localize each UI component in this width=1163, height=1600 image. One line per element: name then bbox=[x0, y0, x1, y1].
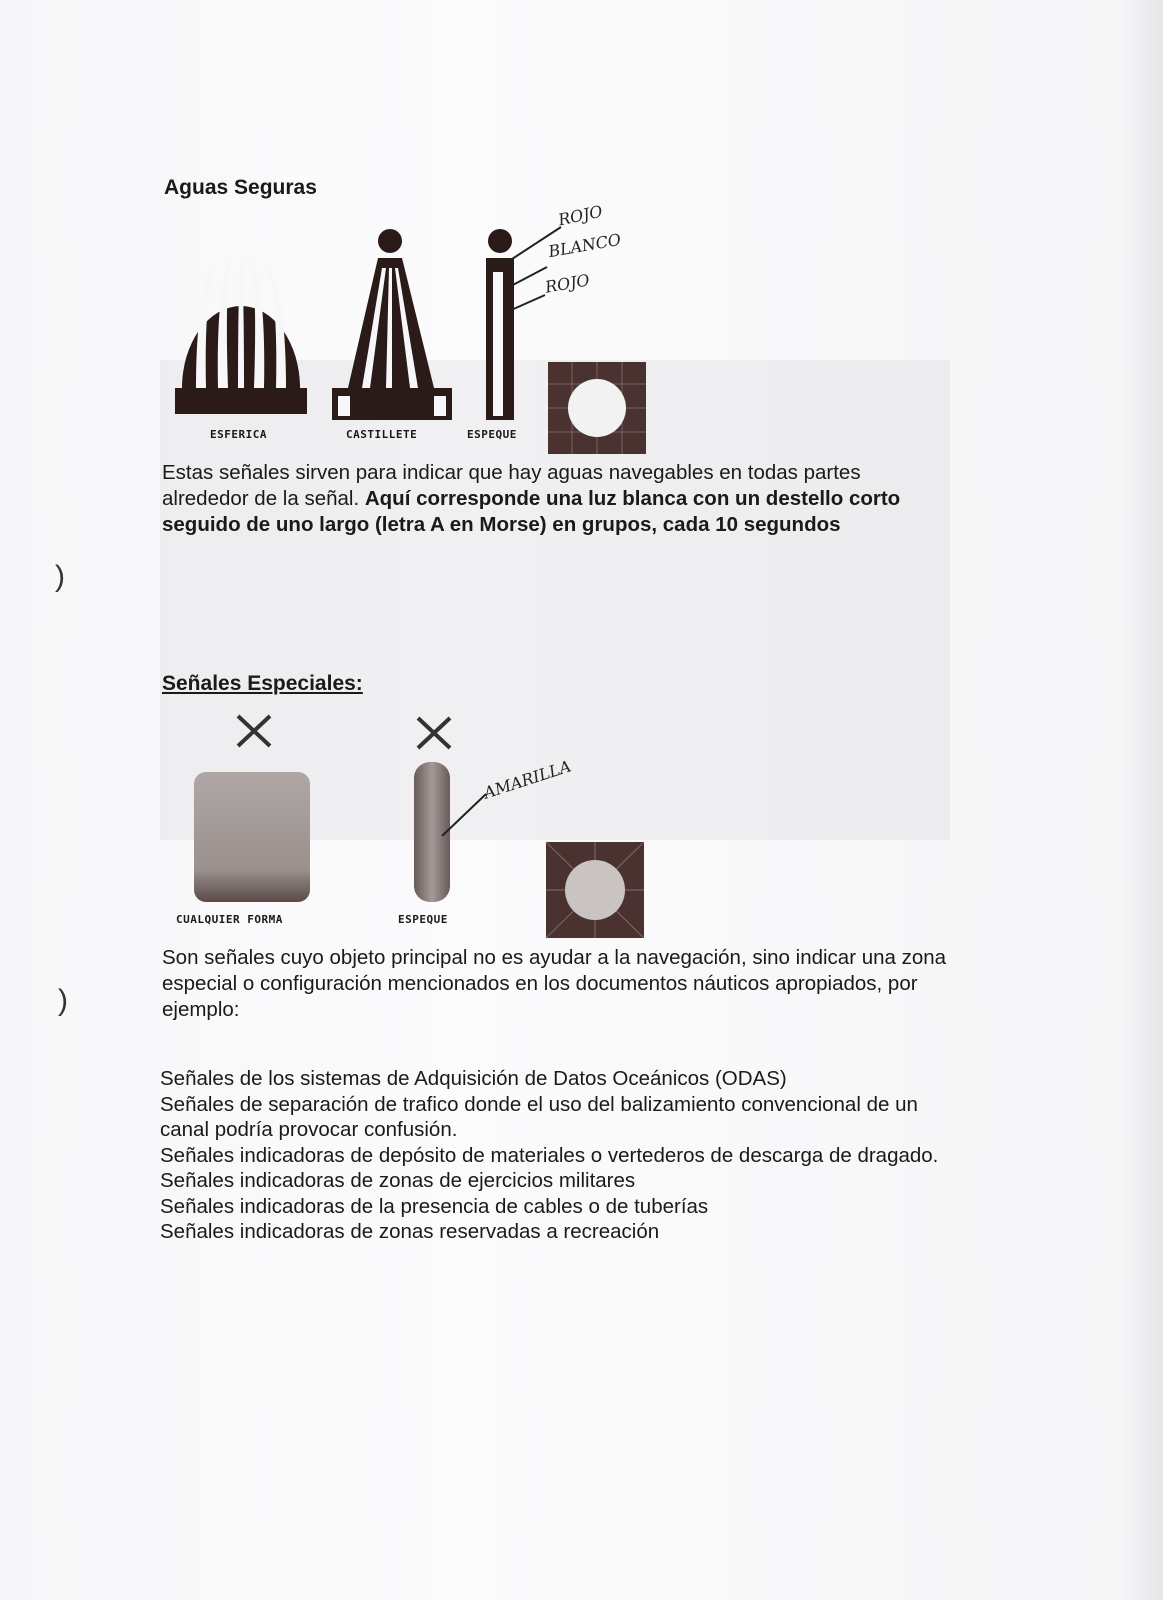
safe-waters-light-description: Aquí corresponde una luz blanca con un destello corto seguido de uno largo (letra A en Morse) en grupos, cada 10 segundos bbox=[162, 487, 901, 536]
handwritten-color-3: ROJO bbox=[543, 270, 592, 297]
list-item: Señales de los sistemas de Adquisición de Datos Oceánicos (ODAS) bbox=[160, 1067, 787, 1090]
special-signals-list bbox=[160, 1066, 950, 1245]
safe-waters-paragraph bbox=[162, 460, 952, 538]
list-item: Señales indicadoras de la presencia de cables o de tuberías bbox=[160, 1194, 709, 1218]
yellow-annotation-arrow bbox=[440, 790, 490, 840]
safe-waters-text: Estas señales sirven para indicar que hay aguas navegables en todas partes alrededor de la señal. bbox=[162, 461, 861, 510]
margin-mark: ) bbox=[58, 984, 68, 1017]
handwritten-color-yellow: AMARILLA bbox=[481, 756, 574, 803]
label-esferica: ESFERICA bbox=[210, 428, 267, 441]
x-topmark-icon bbox=[234, 712, 274, 750]
label-cualquier-forma: CUALQUIER FORMA bbox=[176, 913, 283, 926]
x-topmark-icon bbox=[414, 714, 454, 752]
white-light-symbol bbox=[548, 362, 646, 454]
list-item: Señales indicadoras de zonas de ejercicios militares bbox=[160, 1169, 636, 1192]
any-shape-buoy-figure bbox=[192, 770, 312, 905]
special-signals-paragraph: Son señales cuyo objeto principal no es ayudar a la navegación, sino indicar una zona especial o configuración mencionados en los documentos náuticos apropiados, por ejemplo: bbox=[162, 946, 947, 1021]
castillete-buoy-figure bbox=[330, 228, 455, 423]
spherical-buoy-figure bbox=[170, 250, 320, 420]
list-item: Señales indicadoras de depósito de materiales o vertederos de descarga de dragado. bbox=[160, 1143, 939, 1167]
list-item: Señales indicadoras de zonas reservadas a recreación bbox=[160, 1220, 660, 1243]
handwritten-color-1: ROJO bbox=[556, 201, 605, 230]
safe-waters-heading: Aguas Seguras bbox=[164, 176, 317, 199]
page-edge-shadow bbox=[1123, 0, 1163, 1600]
label-castillete: CASTILLETE bbox=[346, 428, 418, 441]
special-signals-heading: Señales Especiales: bbox=[162, 672, 363, 695]
yellow-light-symbol bbox=[546, 842, 644, 938]
list-item: Señales de separación de trafico donde el uso del balizamiento convencional de un canal podría provocar confusión. bbox=[160, 1092, 918, 1141]
margin-mark: ) bbox=[55, 560, 65, 593]
handwritten-color-2: BLANCO bbox=[546, 229, 623, 262]
color-annotation-arrows bbox=[505, 215, 585, 315]
label-espeque-special: ESPEQUE bbox=[398, 913, 448, 926]
label-espeque: ESPEQUE bbox=[467, 428, 517, 441]
